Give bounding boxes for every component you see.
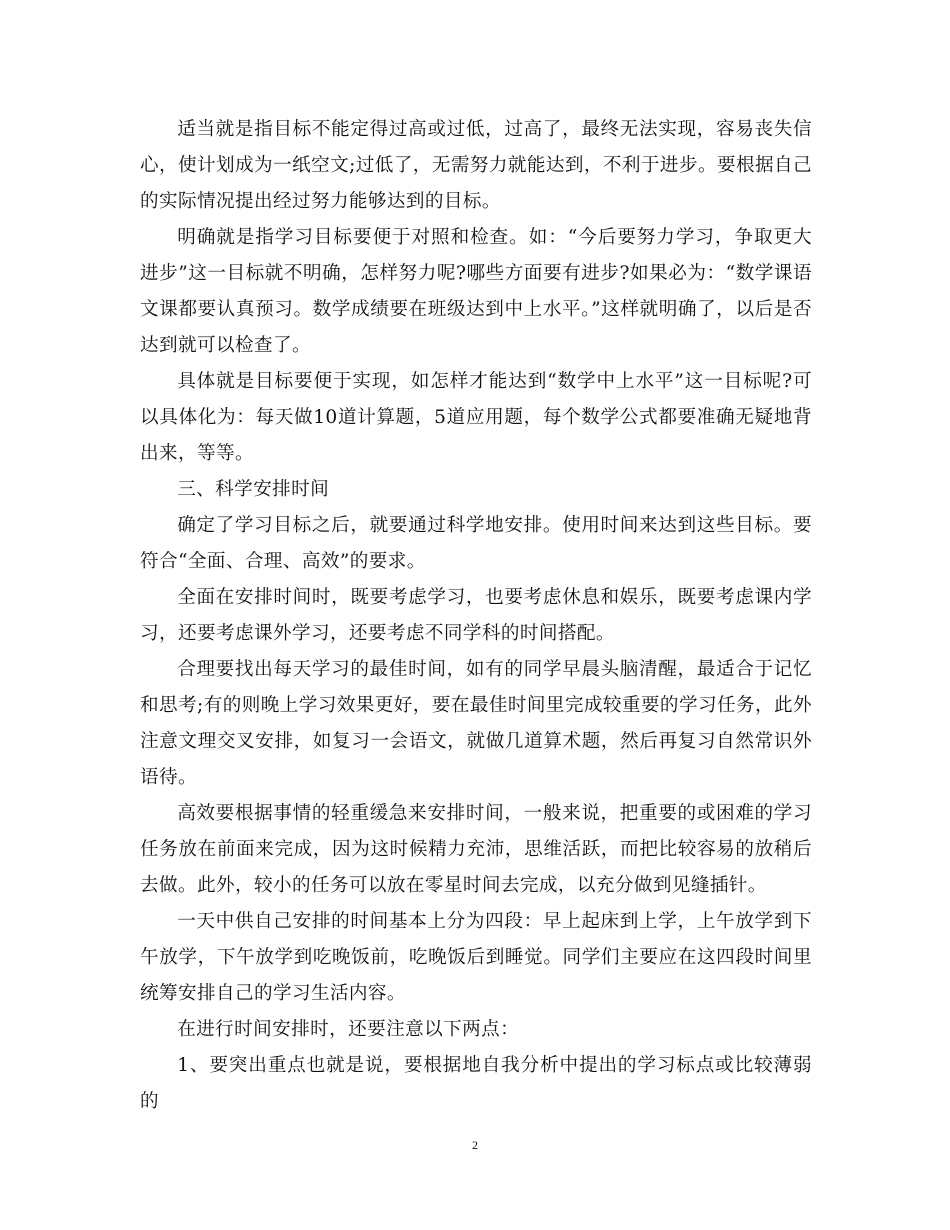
paragraph: 高效要根据事情的轻重缓急来安排时间，一般来说，把重要的或困难的学习任务放在前面来完成，因为这时候精力充沛，思维活跃，而把比较容易的放稍后去做。此外，较小的任务可以放在零星时间去完成，以充分做到见缝插针。 [140,803,812,896]
paragraph: 一天中供自己安排的时间基本上分为四段：早上起床到上学，上午放学到下午放学，下午放学到吃晚饭前，吃晚饭后到睡觉。同学们主要应在这四段时间里统筹安排自己的学习生活内容。 [140,911,812,1004]
section-heading: 三、科学安排时间 [177,479,330,500]
paragraph: 合理要找出每天学习的最佳时间，如有的同学早晨头脑清醒，最适合于记忆和思考;有的则晚上学习效果更好，要在最佳时间里完成较重要的学习任务，此外注意文理交叉安排，如复习一会语文，就做几道算术题，然后再复习自然常识外语待。 [140,659,812,788]
paragraph: 全面在安排时间时，既要考虑学习，也要考虑休息和娱乐，既要考虑课内学习，还要考虑课外学习，还要考虑不同学科的时间搭配。 [140,587,812,644]
page-number: 2 [472,1138,478,1152]
paragraph: 具体就是目标要便于实现，如怎样才能达到“数学中上水平”这一目标呢?可以具体化为：每天做10道计算题，5道应用题，每个数学公式都要准确无疑地背出来，等等。 [140,371,812,464]
paragraph: 确定了学习目标之后，就要通过科学地安排。使用时间来达到这些目标。要符合“全面、合理、高效”的要求。 [140,515,812,572]
paragraph: 在进行时间安排时，还要注意以下两点： [177,1019,520,1040]
body-text [140,112,812,1120]
paragraph: 1、要突出重点也就是说，要根据地自我分析中提出的学习标点或比较薄弱的 [140,1055,812,1112]
paragraph: 适当就是指目标不能定得过高或过低，过高了，最终无法实现，容易丧失信心，使计划成为一纸空文;过低了，无需努力就能达到，不利于进步。要根据自己的实际情况提出经过努力能够达到的目标。 [140,119,812,212]
paragraph: 明确就是指学习目标要便于对照和检查。如：“今后要努力学习，争取更大进步”这一目标就不明确，怎样努力呢?哪些方面要有进步?如果必为：“数学课语文课都要认真预习。数学成绩要在班级达到中上水平。”这样就明确了，以后是否达到就可以检查了。 [140,227,812,356]
